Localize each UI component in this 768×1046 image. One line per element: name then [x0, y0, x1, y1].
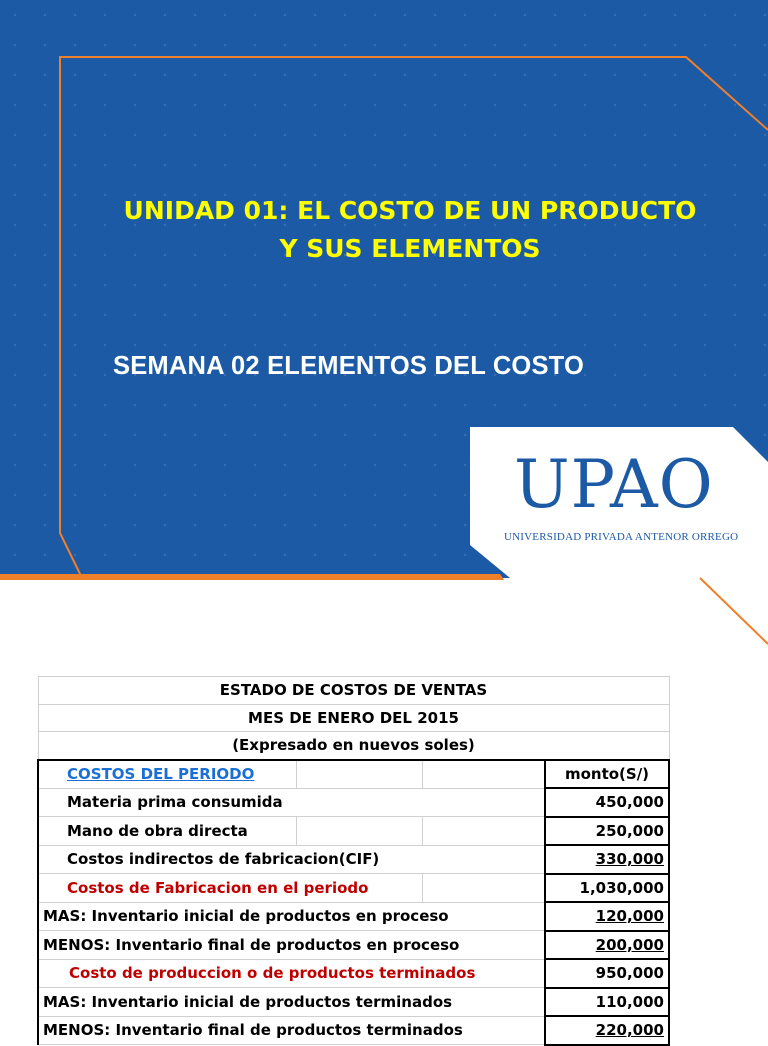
row-amount: 110,000	[545, 988, 669, 1017]
table-row	[38, 760, 669, 789]
row-amount: 250,000	[545, 817, 669, 846]
row-amount: 200,000	[545, 931, 669, 960]
amount-header: monto(S/)	[545, 760, 669, 789]
table-row	[38, 1016, 669, 1045]
table-row	[38, 902, 669, 931]
upao-logo: UPAO	[514, 446, 714, 523]
slide-bottom-strip	[0, 574, 768, 654]
row-label: MENOS: Inventario final de productos en proceso	[38, 931, 545, 960]
row-label: Materia prima consumida	[38, 788, 545, 817]
table-row	[38, 959, 669, 988]
table-row	[38, 817, 669, 846]
row-label: Mano de obra directa	[38, 817, 296, 846]
upao-logo-subtext: UNIVERSIDAD PRIVADA ANTENOR ORREGO	[504, 531, 739, 543]
report-period: MES DE ENERO DEL 2015	[38, 704, 669, 732]
table-row	[38, 788, 669, 817]
row-label-subtotal: Costo de produccion o de productos terminados	[38, 959, 545, 988]
row-amount: 1,030,000	[545, 874, 669, 903]
row-label: MAS: Inventario inicial de productos terminados	[38, 988, 545, 1017]
slide-title-line1: UNIDAD 01: EL COSTO DE UN PRODUCTO	[123, 196, 697, 225]
table-row	[38, 931, 669, 960]
row-label: MENOS: Inventario final de productos terminados	[38, 1016, 545, 1045]
slide-title-line2: Y SUS ELEMENTOS	[279, 234, 541, 263]
row-amount: 450,000	[545, 788, 669, 817]
row-label-subtotal: Costos de Fabricacion en el periodo	[38, 874, 422, 903]
slide-subtitle: SEMANA 02 ELEMENTOS DEL COSTO	[113, 352, 585, 380]
report-title: ESTADO DE COSTOS DE VENTAS	[38, 677, 669, 705]
table-row	[38, 988, 669, 1017]
table-row	[38, 845, 669, 874]
table-row	[38, 874, 669, 903]
report-note: (Expresado en nuevos soles)	[38, 732, 669, 760]
row-amount: 950,000	[545, 959, 669, 988]
row-amount: 120,000	[545, 902, 669, 931]
row-label: Costos indirectos de fabricacion(CIF)	[38, 845, 545, 874]
row-amount: 220,000	[545, 1016, 669, 1045]
cost-statement-table	[37, 676, 670, 1046]
section-label: COSTOS DEL PERIODO	[38, 760, 296, 789]
row-amount: 330,000	[545, 845, 669, 874]
row-label: MAS: Inventario inicial de productos en proceso	[38, 902, 545, 931]
